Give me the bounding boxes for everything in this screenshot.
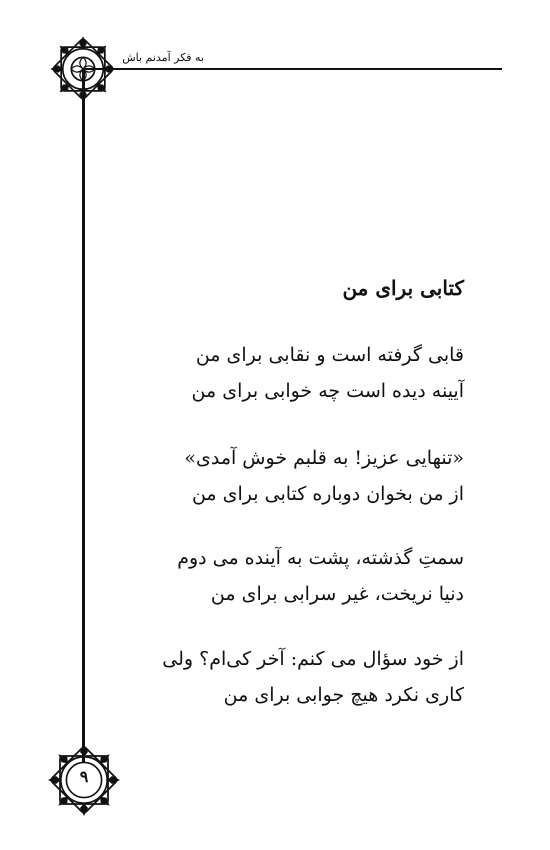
stanza-1 <box>192 337 464 409</box>
stanza-2 <box>184 440 464 512</box>
verse-line: از من بخوان دوباره کتابی برای من <box>191 483 464 505</box>
running-header-title: به فکر آمدنم باش <box>122 51 204 64</box>
stanza-4 <box>162 641 464 713</box>
verse-line: دنیا نریخت، غیر سرابی برای من <box>210 583 464 605</box>
verse-line: کاری نکرد هیچ جوابی برای من <box>223 684 464 706</box>
verse-line: «تنهایی عزیز! به قلبم خوش آمدی» <box>184 447 464 469</box>
verse-line: قابی گرفته است و نقابی برای من <box>195 344 464 366</box>
verse-line: سمتِ گذشته، پشت به آینده می دوم <box>177 547 464 569</box>
header-rule <box>82 68 502 70</box>
poem-title: کتابی برای من <box>342 276 464 300</box>
stanza-3 <box>177 540 464 612</box>
verse-line: از خود سؤال می کنم: آخر کی‌ام؟ ولی <box>162 648 464 670</box>
rosette-ornament-icon <box>44 30 122 108</box>
verse-line: آیینه دیده است چه خوابی برای من <box>191 380 464 402</box>
page-number: ۹ <box>79 767 89 786</box>
margin-vertical-rule <box>82 70 85 782</box>
